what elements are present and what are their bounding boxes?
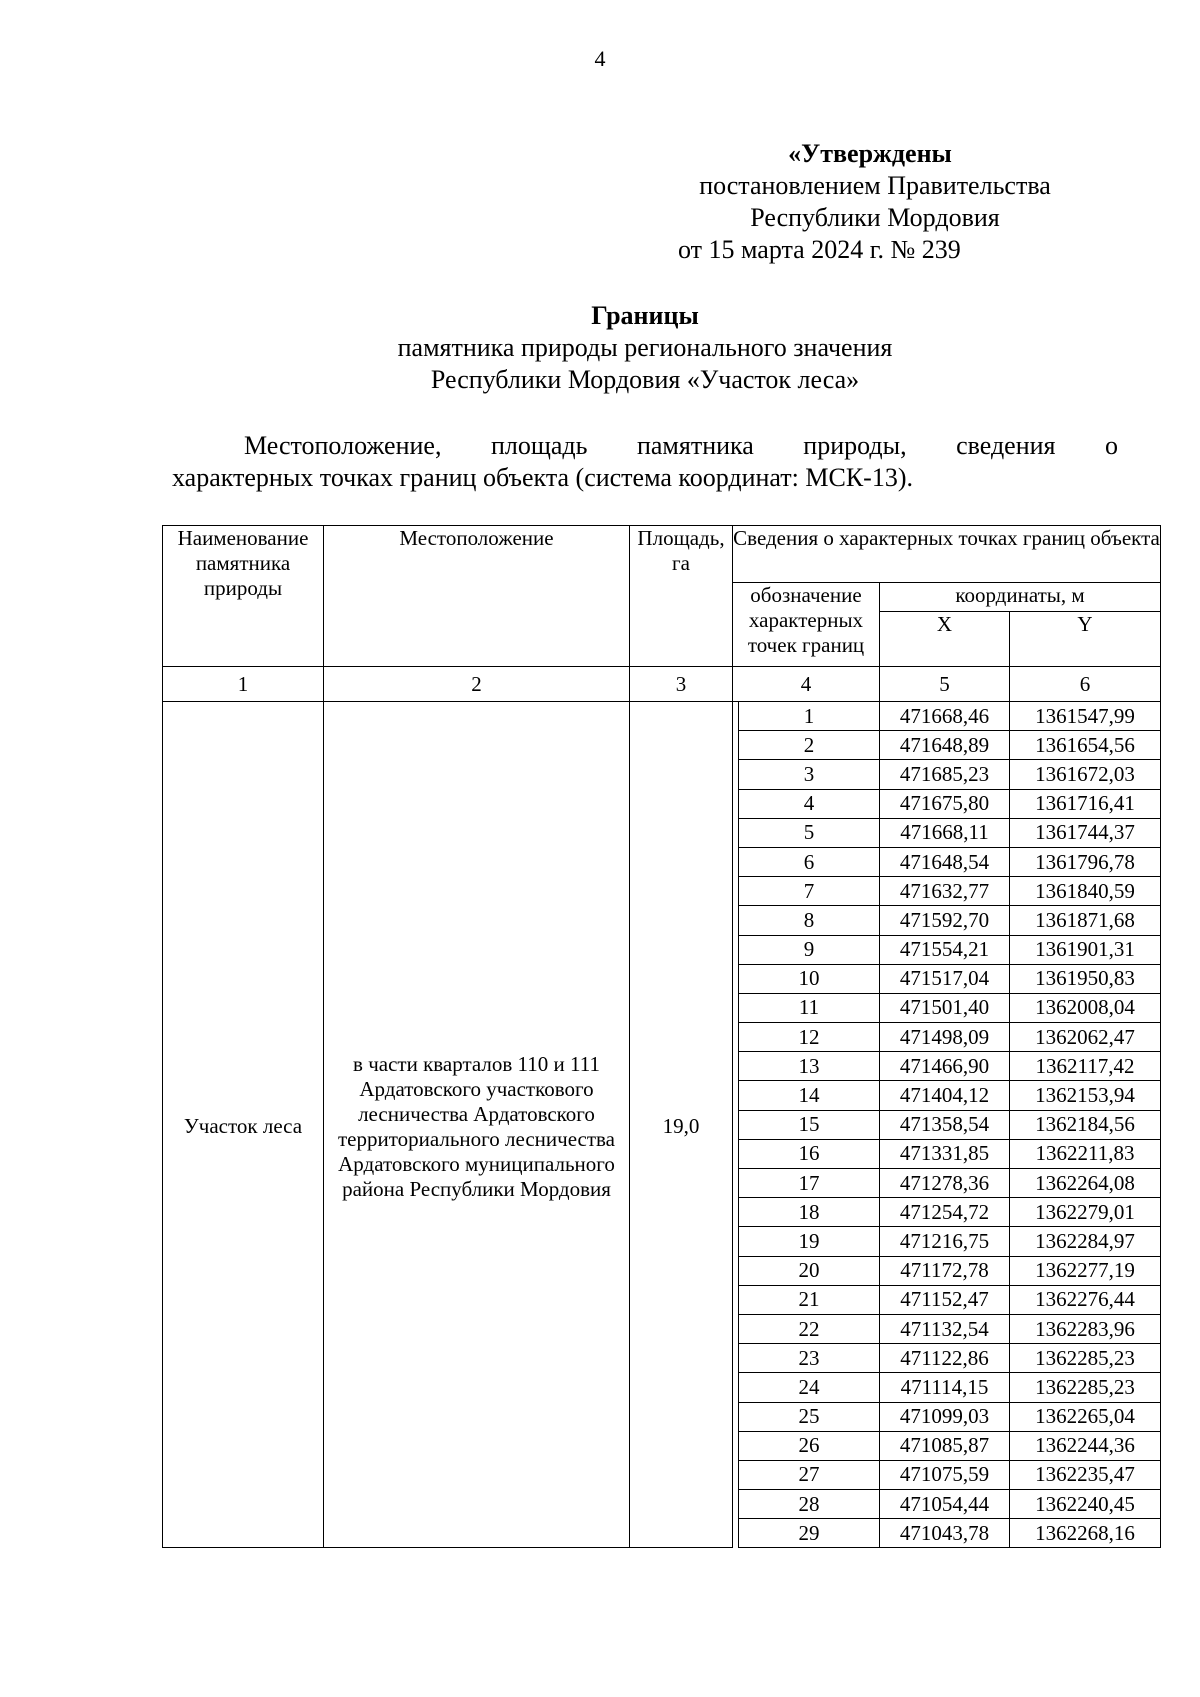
point-y: 1361840,59 <box>1010 877 1161 906</box>
point-id: 22 <box>739 1314 880 1343</box>
point-y: 1361716,41 <box>1010 789 1161 818</box>
point-id: 26 <box>739 1431 880 1460</box>
point-y: 1361796,78 <box>1010 847 1161 876</box>
point-x: 471648,89 <box>880 731 1010 760</box>
point-y: 1362285,23 <box>1010 1373 1161 1402</box>
point-x: 471122,86 <box>880 1344 1010 1373</box>
point-y: 1361547,99 <box>1010 702 1161 731</box>
point-id: 19 <box>739 1227 880 1256</box>
point-x: 471075,59 <box>880 1460 1010 1489</box>
point-y: 1361654,56 <box>1010 731 1161 760</box>
point-x: 471517,04 <box>880 964 1010 993</box>
point-y: 1362285,23 <box>1010 1344 1161 1373</box>
point-x: 471254,72 <box>880 1198 1010 1227</box>
point-id: 29 <box>739 1519 880 1548</box>
point-id: 20 <box>739 1256 880 1285</box>
point-y: 1362276,44 <box>1010 1285 1161 1314</box>
point-y: 1362240,45 <box>1010 1490 1161 1519</box>
point-x: 471668,46 <box>880 702 1010 731</box>
point-y: 1362235,47 <box>1010 1460 1161 1489</box>
column-number: 1 <box>163 667 324 702</box>
point-y: 1362284,97 <box>1010 1227 1161 1256</box>
point-id: 2 <box>739 731 880 760</box>
header-area: Площадь, га <box>630 526 733 667</box>
point-x: 471278,36 <box>880 1169 1010 1198</box>
point-x: 471675,80 <box>880 789 1010 818</box>
point-x: 471685,23 <box>880 760 1010 789</box>
point-id: 6 <box>739 847 880 876</box>
point-y: 1361744,37 <box>1010 818 1161 847</box>
point-x: 471404,12 <box>880 1081 1010 1110</box>
approval-title: «Утверждены <box>788 139 952 168</box>
point-y: 1362117,42 <box>1010 1052 1161 1081</box>
point-x: 471054,44 <box>880 1490 1010 1519</box>
approval-stamp <box>660 138 1080 266</box>
point-x: 471632,77 <box>880 877 1010 906</box>
point-y: 1362265,04 <box>1010 1402 1161 1431</box>
point-x: 471152,47 <box>880 1285 1010 1314</box>
approval-date: от 15 марта 2024 г. № 239 <box>678 235 961 264</box>
approval-line: постановлением Правительства <box>699 171 1051 200</box>
point-x: 471085,87 <box>880 1431 1010 1460</box>
point-id: 15 <box>739 1110 880 1139</box>
point-x: 471358,54 <box>880 1110 1010 1139</box>
point-y: 1362268,16 <box>1010 1519 1161 1548</box>
column-number: 6 <box>1010 667 1161 702</box>
point-y: 1362264,08 <box>1010 1169 1161 1198</box>
heading-title: Границы <box>591 301 699 330</box>
intro-paragraph <box>172 430 1118 494</box>
header-location: Местоположение <box>324 526 630 667</box>
point-y: 1362279,01 <box>1010 1198 1161 1227</box>
point-x: 471099,03 <box>880 1402 1010 1431</box>
document-heading <box>0 300 1200 396</box>
point-x: 471668,11 <box>880 818 1010 847</box>
point-x: 471554,21 <box>880 935 1010 964</box>
object-location: в части кварталов 110 и 111 Ардатовского участкового лесничества Ардатовского территориального лесничества Ардатовского муниципального района Республики Мордовия <box>324 702 630 1548</box>
point-id: 23 <box>739 1344 880 1373</box>
point-y: 1362244,36 <box>1010 1431 1161 1460</box>
point-y: 1362277,19 <box>1010 1256 1161 1285</box>
column-number: 4 <box>733 667 880 702</box>
header-points-info: Сведения о характерных точках границ объекта <box>733 526 1161 583</box>
point-id: 12 <box>739 1023 880 1052</box>
point-id: 18 <box>739 1198 880 1227</box>
point-x: 471592,70 <box>880 906 1010 935</box>
object-area: 19,0 <box>630 702 733 1548</box>
point-x: 471498,09 <box>880 1023 1010 1052</box>
point-x: 471043,78 <box>880 1519 1010 1548</box>
approval-line: Республики Мордовия <box>750 203 1000 232</box>
point-id: 1 <box>739 702 880 731</box>
object-name: Участок леса <box>163 702 324 1548</box>
point-id: 14 <box>739 1081 880 1110</box>
header-point-id: обозначение характерных точек границ <box>733 583 880 667</box>
point-y: 1361871,68 <box>1010 906 1161 935</box>
point-id: 3 <box>739 760 880 789</box>
column-number: 2 <box>324 667 630 702</box>
point-y: 1362184,56 <box>1010 1110 1161 1139</box>
point-id: 8 <box>739 906 880 935</box>
intro-line: Местоположение, площадь памятника природы, сведения о <box>244 431 1118 460</box>
heading-line: Республики Мордовия «Участок леса» <box>430 365 860 394</box>
point-y: 1362062,47 <box>1010 1023 1161 1052</box>
point-y: 1361672,03 <box>1010 760 1161 789</box>
point-id: 24 <box>739 1373 880 1402</box>
point-y: 1362283,96 <box>1010 1314 1161 1343</box>
header-y: Y <box>1010 612 1161 667</box>
boundary-table <box>162 525 1161 1548</box>
page-number: 4 <box>594 46 606 71</box>
intro-line: характерных точках границ объекта (система координат: МСК-13). <box>172 463 913 492</box>
point-id: 21 <box>739 1285 880 1314</box>
column-number: 3 <box>630 667 733 702</box>
heading-line: памятника природы регионального значения <box>397 333 893 362</box>
point-y: 1362153,94 <box>1010 1081 1161 1110</box>
point-x: 471466,90 <box>880 1052 1010 1081</box>
point-x: 471216,75 <box>880 1227 1010 1256</box>
point-x: 471501,40 <box>880 993 1010 1022</box>
point-id: 13 <box>739 1052 880 1081</box>
point-id: 11 <box>739 993 880 1022</box>
point-y: 1361901,31 <box>1010 935 1161 964</box>
column-number: 5 <box>880 667 1010 702</box>
header-coordinates: координаты, м <box>880 583 1161 612</box>
point-x: 471132,54 <box>880 1314 1010 1343</box>
point-id: 10 <box>739 964 880 993</box>
point-id: 27 <box>739 1460 880 1489</box>
point-x: 471331,85 <box>880 1139 1010 1168</box>
header-name: Наименование памятника природы <box>163 526 324 667</box>
point-id: 7 <box>739 877 880 906</box>
header-x: X <box>880 612 1010 667</box>
point-id: 17 <box>739 1169 880 1198</box>
point-x: 471648,54 <box>880 847 1010 876</box>
point-id: 4 <box>739 789 880 818</box>
point-id: 25 <box>739 1402 880 1431</box>
point-id: 28 <box>739 1490 880 1519</box>
point-y: 1361950,83 <box>1010 964 1161 993</box>
point-y: 1362211,83 <box>1010 1139 1161 1168</box>
point-x: 471114,15 <box>880 1373 1010 1402</box>
point-id: 16 <box>739 1139 880 1168</box>
point-x: 471172,78 <box>880 1256 1010 1285</box>
point-y: 1362008,04 <box>1010 993 1161 1022</box>
point-id: 9 <box>739 935 880 964</box>
table-row <box>163 702 1161 731</box>
point-id: 5 <box>739 818 880 847</box>
